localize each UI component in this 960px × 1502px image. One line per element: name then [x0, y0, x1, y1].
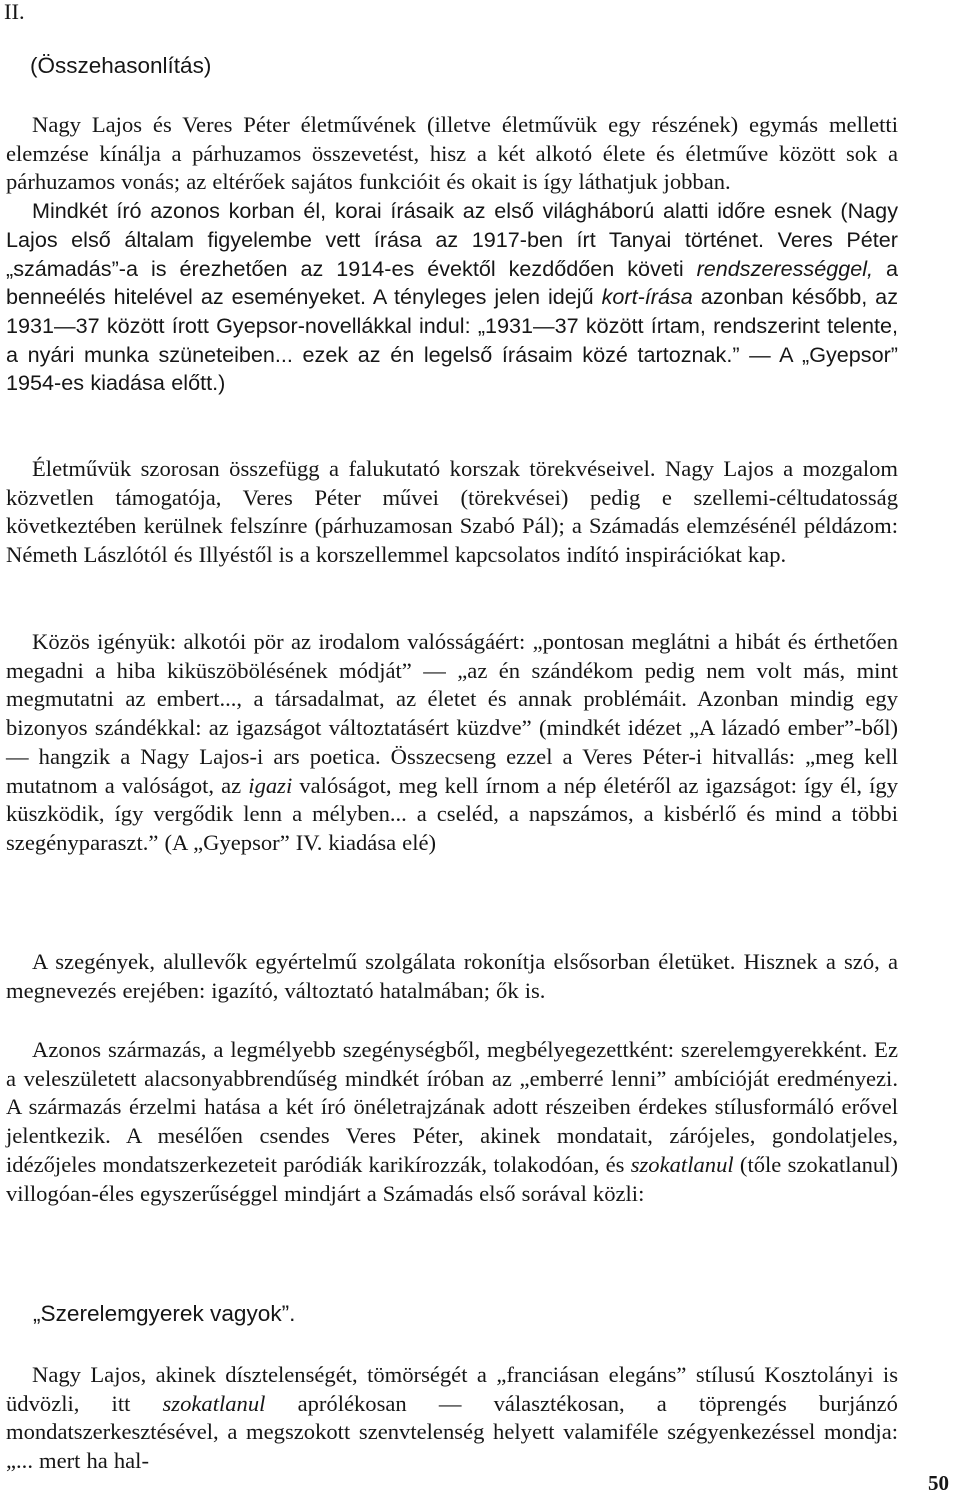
- paragraph-1-sentence-3b: a benneélés hitelével az eseményeket.: [6, 255, 898, 310]
- section-number: II.: [4, 0, 25, 24]
- paragraph-6: [6, 1361, 898, 1476]
- paragraph-1-sentence-2: Mindkét író azonos korban él, korai írásaik az első világháború alatti időre esnek (Nagy Lajos első általam figyelembe vett írása az 1917-ben írt Tanyai történet.: [6, 198, 898, 252]
- paragraph-5-part-b: (tőle szokatlanul) villogóan-éles egyszerűséggel mindjárt a Számadás első sorával közli:: [6, 1151, 898, 1206]
- section-subtitle: (Összehasonlítás): [30, 53, 212, 78]
- paragraph-5: [6, 1036, 898, 1208]
- emphasis-kort-irasa: kort-írása: [601, 284, 693, 310]
- emphasis-rendszeresseggel: rendszerességgel,: [696, 255, 874, 281]
- paragraph-6-part-a: Nagy Lajos, akinek dísztelenségét, tömörségét a „franciásan elegáns” stílusú Kosztolányi is üdvözli, itt: [6, 1362, 898, 1416]
- paragraph-5-part-a: Azonos származás, a legmélyebb szegénységből, megbélyegezettként: szerelemgyerekként. Ez a veleszületett alacsonyabbrendűség mindkét íróban az „emberré lenni” ambícióját eredményezi. A származás érzelmi hatása a két író önéletrajzának adott részeiben érdekes stílusformáló erővel jelentkezik. A mesélően csendes Veres Péter, akinek mondatait, zárójeles, gondolatjeles, idézőjeles mondatszerkezeteit paródiák karikírozzák, tolakodóan, és: [6, 1037, 898, 1177]
- emphasis-szokatlanul-2: szokatlanul: [162, 1390, 266, 1416]
- paragraph-1: [6, 111, 898, 398]
- emphasis-igazi: igazi: [248, 772, 293, 798]
- paragraph-3-part-a: Közös igényük: alkotói pör az irodalom valósságáért: „pontosan meglátni a hibát és érthetően megadni a hiba kiküszöbölésének módját” — „az én szándékom pedig nem volt más, mint megmutatni az embert..., a társadalmat, az életet és annak problémáit. Azonban mindig egy bizonyos szándékkal: az igazságot változtatásért küzdve” (mindkét idézet „A lázadó ember”-ből) — hangzik a Nagy Lajos-i ars poetica. Összecseng ezzel a Veres Péter-i hitvallás: „meg kell mutatnom a valóságot, az: [6, 629, 898, 798]
- paragraph-1-body: [6, 197, 898, 398]
- paragraph-4: A szegények, alullevők egyértelmű szolgálata rokonítja elsősorban életüket. Hisznek a szó, a megnevezés erejében: igazító, változtató hatalmában; ők is.: [6, 949, 898, 1003]
- paragraph-1-intro: Nagy Lajos és Veres Péter életművének (illetve életművük egy részének) egymás melletti elemzése kínálja a párhuzamos összevetést, hisz a két alkotó élete és életműve között sok a párhuzamos vonás; az eltérőek sajátos funkcióit és okait is így láthatjuk jobban.: [6, 112, 898, 195]
- paragraph-2: Életművük szorosan összefügg a falukutató korszak törekvéseivel. Nagy Lajos a mozgalom közvetlen támogatója, Veres Péter művei (törekvései) pedig e szellemi-céltudatosság következtében kerülnek felszínre (párhuzamosan Szabó Pál); a Számadás elemzésénél példázom: Németh Lászlótól és Illyéstől is a korszellemmel kapcsolatos indító inspirációkat kap.: [6, 456, 898, 568]
- paragraph-1-sentence-3a: Veres Péter „számadás”-a is érezhetően az 1914-es évektől kezdődően követi: [6, 226, 898, 281]
- page-number: 50: [928, 1471, 949, 1495]
- paragraph-3-part-b: valóságot, meg kell írnom a nép életéről az igazságot: így él, így küszködik, így vergődik lenn a mélyben... a cseléd, a napszámos, a kisbérlő és mind a többi szegényparaszt.” (A „Gyepsor” IV. kiadása elé): [6, 772, 898, 855]
- emphasis-szokatlanul: szokatlanul: [630, 1151, 734, 1177]
- paragraph-1-sentence-4a: A tényleges jelen idejű: [372, 284, 594, 310]
- block-quote: „Szerelemgyerek vagyok”.: [33, 1301, 296, 1326]
- paragraph-1-sentence-4b: azonban később, az 1931—37 között írott Gyepsor-novellákkal indul: „1931—37 között írtam, rendszerint telente, a nyári munka szüneteiben... ezek az én legelső írásaim közé tartoznak.” — A „Gyepsor” 1954-es kiadása előtt.): [6, 284, 898, 396]
- paragraph-3: [6, 628, 898, 858]
- paragraph-6-part-b: aprólékosan — választékosan, a töprengés burjánzó mondatszerkesztésével, a megszokott szenvtelenség helyett valamiféle szégyenkezéssel mondja: „... mert ha hal-: [6, 1390, 898, 1474]
